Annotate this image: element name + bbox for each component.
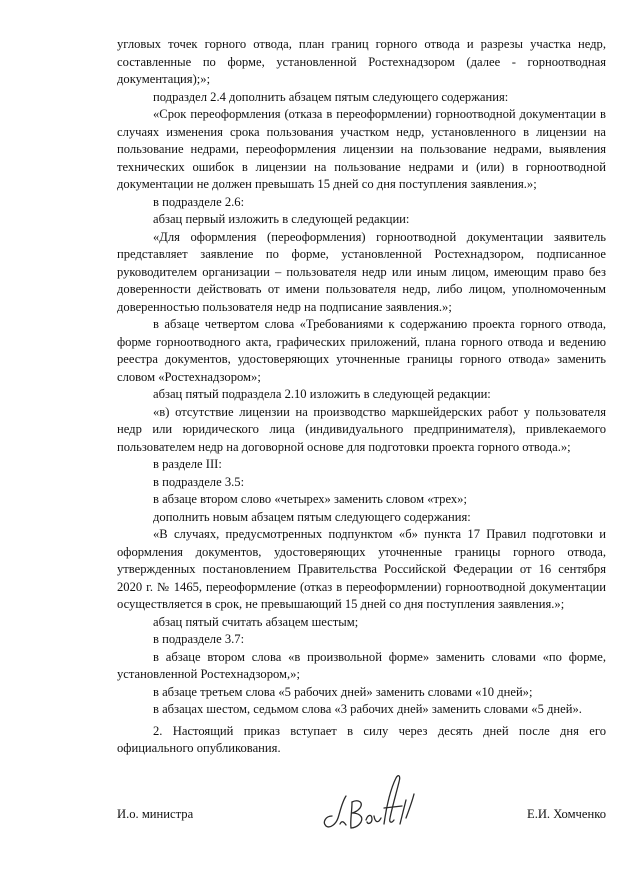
paragraph-sixth-seventh-abzac: в абзацах шестом, седьмом слова «3 рабочих дней» заменить словами «5 дней». <box>153 702 582 716</box>
paragraph-quote-2-10: «в) отсутствие лицензии на производство маркшейдерских работ у пользователя недр или юридического лица (индивидуального предпринимателя), привлекаемого пользователем недр на договорной основе для подготовки проекта горного отвода.»; <box>117 404 606 454</box>
paragraph-section-3: в разделе III: <box>153 457 222 471</box>
signature-block <box>117 806 606 828</box>
paragraph-quote-2-6: «Для оформления (переоформления) горноотводной документации заявитель представляет заявление по форме, установленной Ростехнадзором, подписанное руководителем организации – пользователя недр или иным лицом, имеющим право без доверенности действовать от имени пользователя недр, либо лицом, уполномоченным доверенностью пользователя недр на подписание заявления.»; <box>117 229 606 314</box>
paragraph-subsection-2-6: в подразделе 2.6: <box>153 194 245 209</box>
signatory-position: И.о. министра <box>117 807 194 821</box>
paragraph-second-abzac-3-5: в абзаце втором слово «четырех» заменить словом «трех»; <box>153 492 467 506</box>
paragraph-fourth-abzac: в абзаце четвертом слова «Требованиями к содержанию проекта горного отвода, форме горноотводного акта, графических приложений, плана горного отвода и ведению реестра документов, удостоверяющих уточненные границы горного отвода» заменить словом «Ростехнадзором»; <box>117 317 606 384</box>
paragraph-amend-2-4: подраздел 2.4 дополнить абзацем пятым следующего содержания: <box>153 89 509 104</box>
paragraph-continuation: угловых точек горного отвода, план границ горного отвода и разрезы участка недр, составленные по форме, установленной Ростехнадзором (далее - горноотводная документация);»; <box>117 37 606 86</box>
paragraph-entry-into-force: 2. Настоящий приказ вступает в силу через десять дней после дня его официального опубликования. <box>117 723 606 755</box>
paragraph-subsection-3-7: в подразделе 3.7: <box>153 632 245 646</box>
paragraph-subsection-3-5: в подразделе 3.5: <box>153 474 245 489</box>
paragraph-third-abzac-3-7: в абзаце третьем слова «5 рабочих дней» заменить словами «10 дней»; <box>153 684 533 699</box>
paragraph-quote-3-5: «В случаях, предусмотренных подпунктом «б» пункта 17 Правил подготовки и оформления документов, удостоверяющих уточненные границы горного отвода, утвержденных постановлением Правительства Российской Федерации от 16 сентября 2020 г. № 1465, переоформление (отказ в переоформлении) горноотводной документации осуществляется в срок, не превышающий 15 дней со дня поступления заявления.»; <box>117 527 606 611</box>
paragraph-amend-2-10: абзац пятый подраздела 2.10 изложить в следующей редакции: <box>153 387 491 401</box>
paragraph-add-fifth-abzac: дополнить новым абзацем пятым следующего содержания: <box>153 509 471 524</box>
paragraph-second-abzac-3-7: в абзаце втором слова «в произвольной форме» заменить словами «по форме, установленной Ростехнадзором,»; <box>117 649 606 681</box>
paragraph-quote-2-4: «Срок переоформления (отказа в переоформлении) горноотводной документации в случаях изменения срока пользования участком недр, установленного в лицензии на пользование недрами, переоформления лицензии на пользование недрами, выявления технических ошибок в лицензии на пользование недрами и (или) в горноотводной документации не должен превышать 15 дней со дня поступления заявления.»; <box>117 107 606 191</box>
paragraph-first-abzac: абзац первый изложить в следующей редакции: <box>153 212 410 226</box>
paragraph-renumber: абзац пятый считать абзацем шестым; <box>153 614 359 629</box>
signatory-name: Е.И. Хомченко <box>527 807 606 821</box>
document-body <box>117 36 606 758</box>
